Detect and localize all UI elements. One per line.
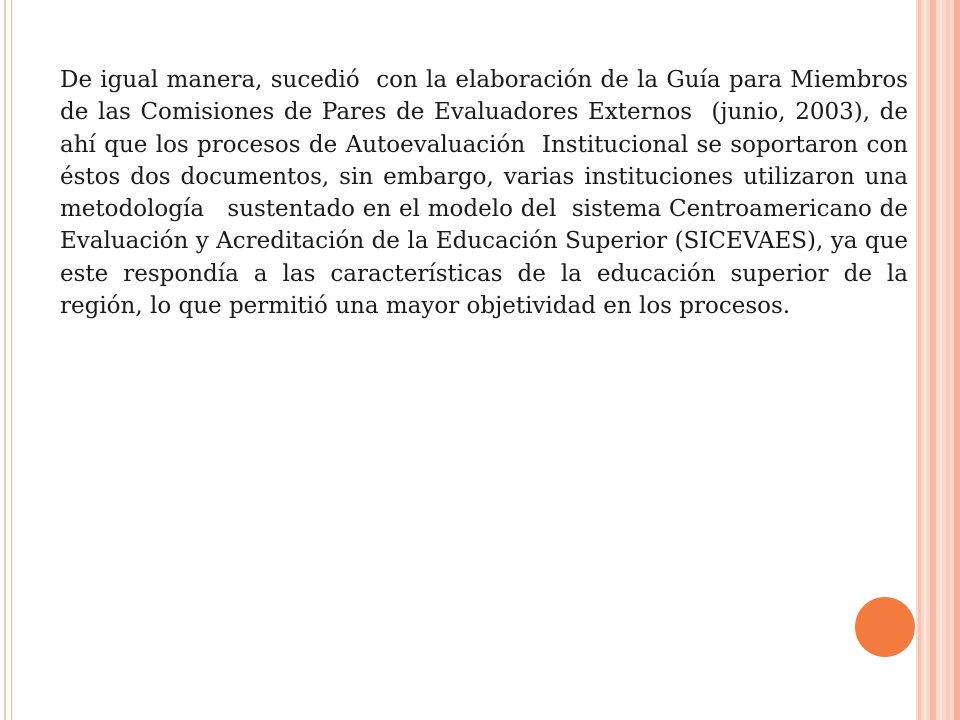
body-paragraph: De igual manera, sucedió con la elaboración de la Guía para Miembros de las Comisiones de Pares de Evaluadores Externos (junio, 2003), de ahí que los procesos de Autoevaluación Institucional se soportaron con éstos dos documentos, sin embargo, varias instituciones utilizaron una metodología sustentado en el modelo del sistema Centroamericano de Evaluación y Acreditación de la Educación Superior (SICEVAES), ya que este respondía a las características de la educación superior de la región, lo que permitió una mayor objetividad en los procesos. xyxy=(60,67,916,320)
stripe-line xyxy=(954,0,960,720)
left-frame-decoration xyxy=(0,0,12,720)
stripe-line xyxy=(940,0,942,720)
stripe-line xyxy=(918,0,921,720)
stripe-line xyxy=(930,0,936,720)
stripe-line xyxy=(924,0,926,720)
accent-circle xyxy=(855,597,915,657)
stripe-line xyxy=(946,0,950,720)
left-frame-line xyxy=(4,0,6,720)
